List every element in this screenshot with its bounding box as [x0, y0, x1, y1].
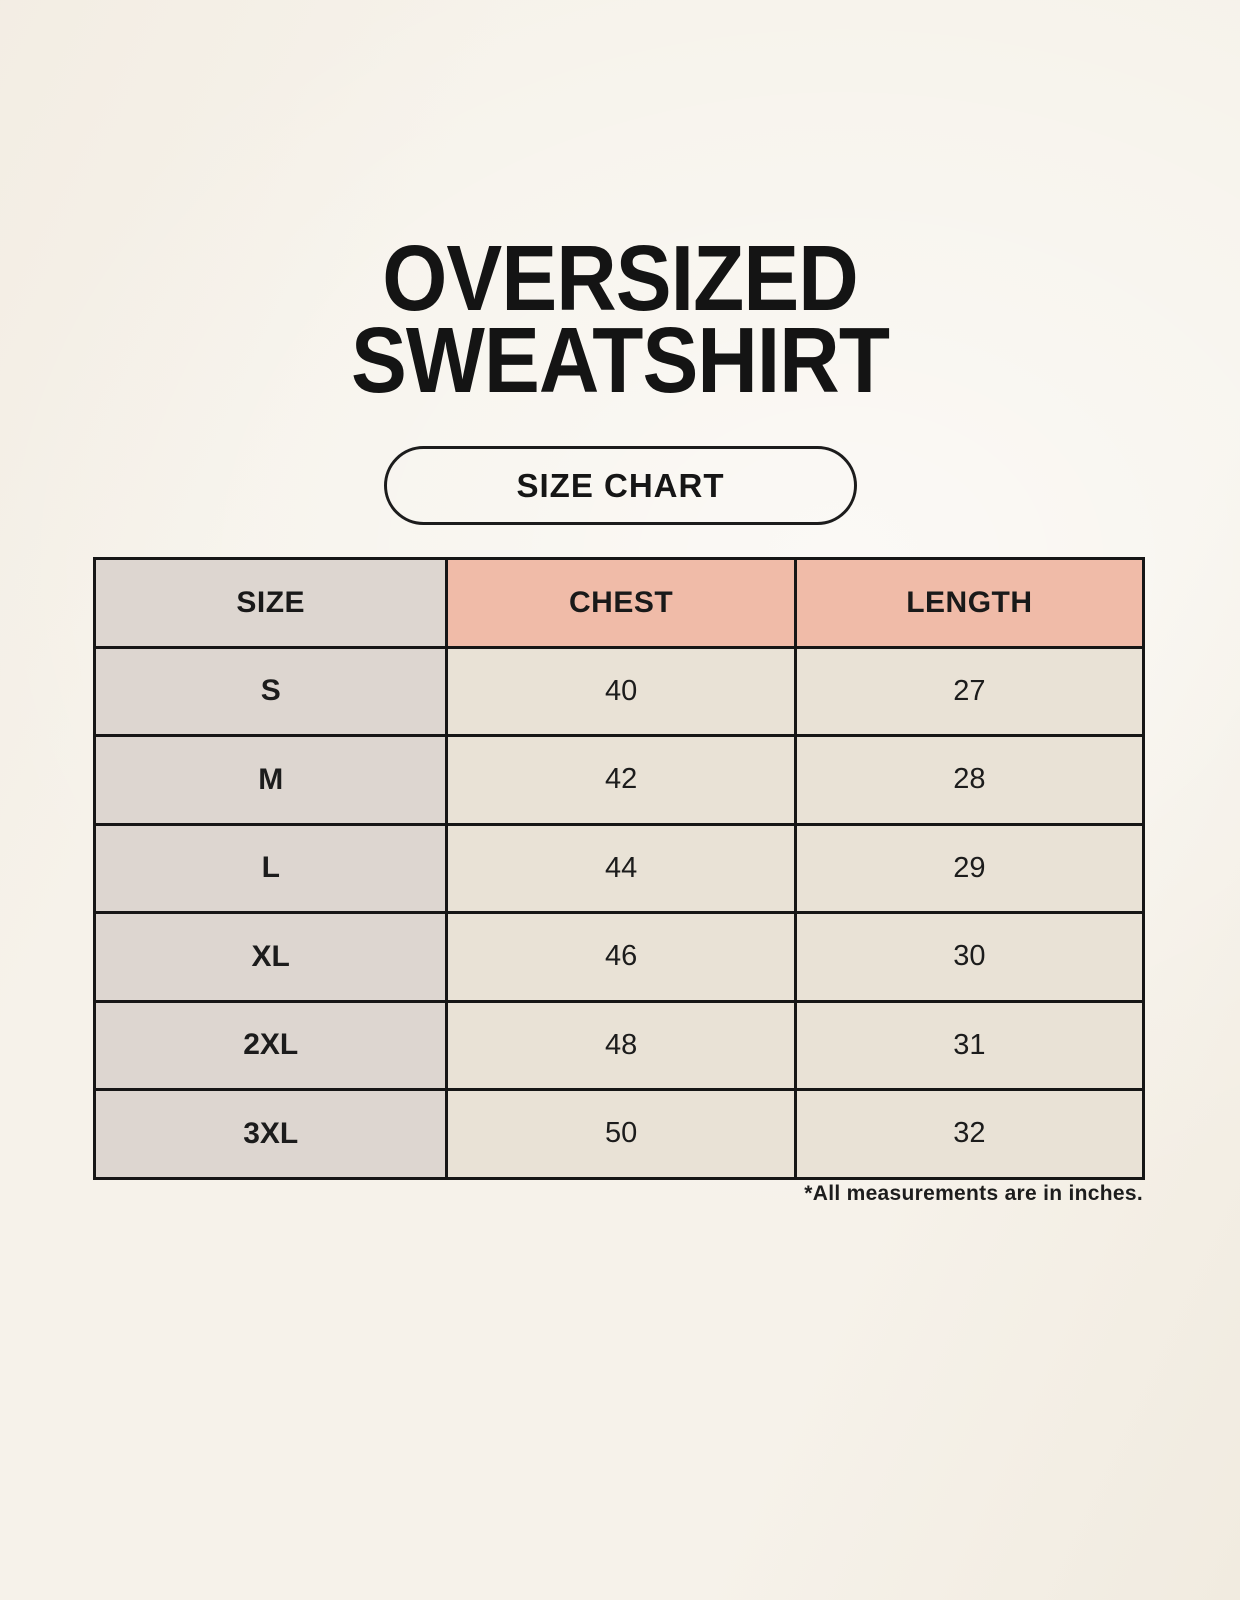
chest-value: 40 — [447, 647, 795, 736]
table-row — [95, 824, 1144, 913]
page-title — [62, 226, 1178, 412]
length-value: 27 — [795, 647, 1143, 736]
header-row — [95, 559, 1144, 648]
chest-value: 50 — [447, 1090, 795, 1179]
size-chart-table — [93, 557, 1145, 1180]
table-row — [95, 913, 1144, 1002]
table-row — [95, 647, 1144, 736]
column-header-length: LENGTH — [795, 559, 1143, 648]
size-value: S — [95, 647, 447, 736]
length-value: 29 — [795, 824, 1143, 913]
chest-value: 48 — [447, 1001, 795, 1090]
length-value: 30 — [795, 913, 1143, 1002]
size-chart-badge — [384, 446, 857, 525]
page-title-line2: SWEATSHIRT — [350, 307, 890, 412]
length-value: 31 — [795, 1001, 1143, 1090]
table-row — [95, 736, 1144, 825]
length-value: 28 — [795, 736, 1143, 825]
size-value: XL — [95, 913, 447, 1002]
size-value: L — [95, 824, 447, 913]
table-row — [95, 1090, 1144, 1179]
page-title-line1: OVERSIZED — [382, 226, 858, 330]
column-header-chest: CHEST — [447, 559, 795, 648]
length-value: 32 — [795, 1090, 1143, 1179]
size-value: 3XL — [95, 1090, 447, 1179]
column-header-size: SIZE — [95, 559, 447, 648]
table-row — [95, 1001, 1144, 1090]
size-value: M — [95, 736, 447, 825]
chest-value: 46 — [447, 913, 795, 1002]
chest-value: 44 — [447, 824, 795, 913]
measurements-footnote: *All measurements are in inches. — [804, 1182, 1143, 1205]
size-value: 2XL — [95, 1001, 447, 1090]
chest-value: 42 — [447, 736, 795, 825]
size-chart-badge-label: SIZE CHART — [516, 466, 725, 504]
